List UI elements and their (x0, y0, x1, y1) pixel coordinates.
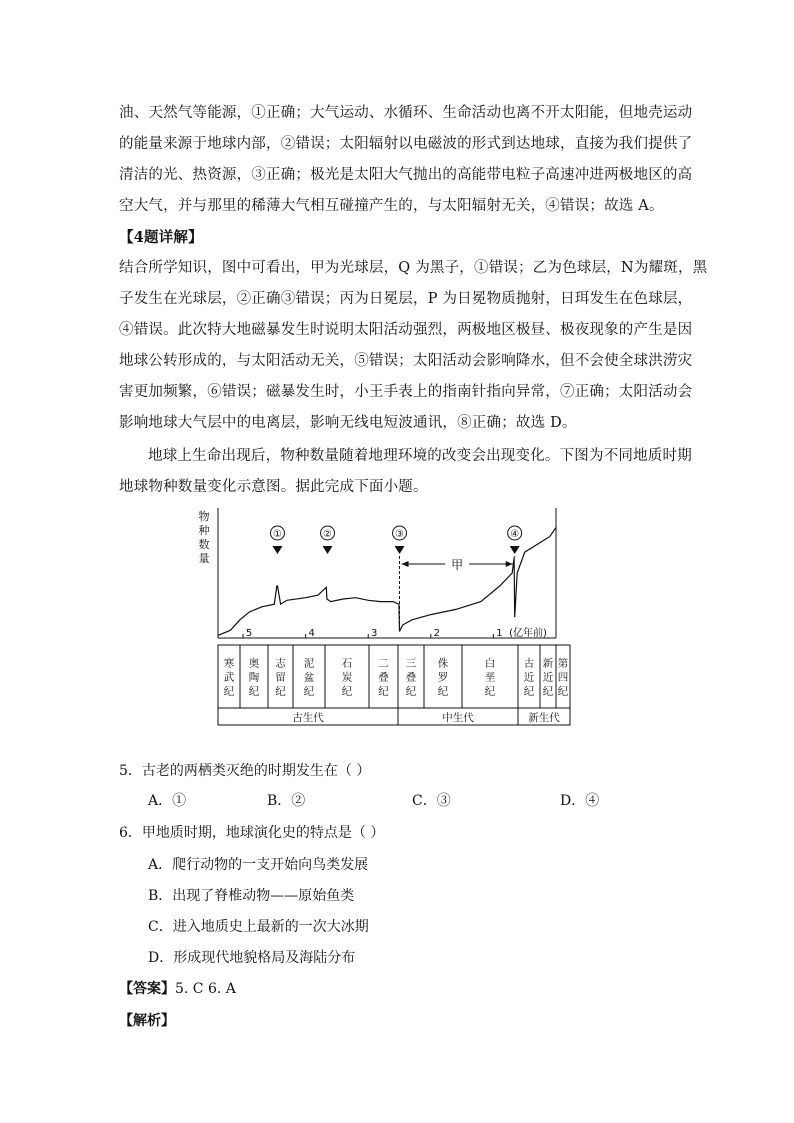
period-label-char: 纪 (523, 685, 535, 698)
period-label-char: 泥 (303, 657, 315, 670)
period-label-char: 纪 (437, 685, 449, 698)
period-label-char: 纪 (484, 685, 496, 698)
x-unit-label: (亿年前) (509, 628, 547, 639)
period-label-char: 炭 (341, 671, 353, 684)
marker-label: ③ (395, 529, 405, 540)
period-label-char: 奥 (248, 657, 260, 670)
y-axis-label-char: 量 (198, 552, 210, 565)
period-label-char: 留 (275, 671, 286, 684)
question-6-option-d[interactable]: D．形成现代地貌格局及海陆分布 (148, 950, 356, 966)
x-tick-label: 5 (245, 628, 253, 639)
text-line: 油、天然气等能源，①正确；大气运动、水循环、生命活动也离不开太阳能，但地壳运动 (119, 105, 693, 121)
question-6-stem: 6．甲地质时期，地球演化史的特点是（ ） (119, 825, 385, 841)
species-chart-svg (198, 508, 578, 733)
period-label-char: 四 (557, 671, 569, 684)
marker-triangle (395, 546, 405, 554)
y-axis-label-char: 数 (198, 538, 210, 551)
span-arrowhead-left (402, 561, 409, 567)
period-label-char: 侏 (437, 657, 449, 670)
text-line: 影响地球大气层中的电离层，影响无线电短波通讯，⑧正确；故选 D。 (119, 415, 577, 431)
period-label-char: 寒 (223, 657, 235, 670)
period-label-char: 叠 (405, 671, 417, 684)
text-line: 子发生在光球层，②正确③错误；丙为日冕层，P 为日冕物质抛射，日珥发生在色球层， (119, 291, 693, 307)
question-6-option-c[interactable]: C．进入地质史上最新的一次大冰期 (148, 919, 369, 935)
period-label-char: 古 (523, 657, 535, 670)
period-label-char: 新 (542, 657, 554, 670)
period-label-char: 陶 (248, 671, 260, 684)
text-line: 地球物种数量变化示意图。据此完成下面小题。 (119, 479, 428, 495)
period-label-char: 纪 (557, 685, 569, 698)
answer-label: 【答案】 (119, 981, 175, 997)
question-5-option-c[interactable]: C．③ (412, 793, 451, 809)
section-heading: 【4题详解】 (119, 229, 203, 246)
answer-text: 5. C 6. A (175, 981, 236, 997)
period-label-char: 近 (523, 671, 535, 684)
period-label-char: 白 (484, 657, 496, 670)
question-5-option-d[interactable]: D．④ (560, 793, 600, 809)
x-tick-label: 3 (371, 628, 378, 639)
text-line: 地球上生命出现后，物种数量随着地理环境的改变会出现变化。下图为不同地质时期 (148, 448, 692, 464)
marker-label: ① (272, 529, 282, 540)
period-label-char: 纪 (542, 685, 554, 698)
x-tick-label: 4 (308, 628, 315, 639)
period-label-char: 纪 (303, 685, 315, 698)
question-5-stem: 5．古老的两栖类灭绝的时期发生在（ ） (119, 763, 371, 779)
period-label-char: 垩 (484, 671, 496, 684)
answer-line (119, 978, 236, 998)
span-label: 甲 (451, 558, 464, 572)
intro-paragraph (119, 441, 692, 503)
period-table (218, 645, 570, 725)
question-5-option-a[interactable]: A．① (148, 793, 187, 809)
period-label-char: 纪 (341, 685, 353, 698)
era-label: 中生代 (442, 712, 474, 724)
period-label-char: 石 (341, 657, 353, 670)
period-label-char: 纪 (378, 685, 389, 698)
period-label-char: 纪 (405, 685, 417, 698)
marker-triangle (510, 546, 520, 554)
period-label-char: 近 (542, 671, 554, 684)
period-label-char: 武 (223, 671, 235, 684)
analysis-heading: 【解析】 (119, 1013, 175, 1029)
x-tick-label: 2 (433, 628, 441, 639)
period-label-char: 纪 (248, 685, 260, 698)
top-paragraph (119, 98, 693, 222)
period-label-char: 志 (275, 657, 286, 670)
marker-triangle (272, 546, 282, 554)
text-line: 空大气，并与那里的稀薄大气相互碰撞产生的，与太阳辐射无关，④错误；故选 A。 (119, 198, 664, 214)
text-line: 的能量来源于地球内部，②错误；太阳辐射以电磁波的形式到达地球，直接为我们提供了 (119, 136, 693, 152)
text-line: 清洁的光、热资源，③正确；极光是太阳大气抛出的高能带电粒子高速冲进两极地区的高 (119, 167, 693, 183)
span-arrowhead-right (506, 561, 513, 567)
x-tick-label: 1 (496, 628, 503, 639)
period-label-char: 盆 (303, 671, 315, 684)
marker-label: ④ (510, 529, 520, 540)
question-5-option-b[interactable]: B．② (267, 793, 306, 809)
text-line: 害更加频繁，⑥错误；磁暴发生时，小王手表上的指南针指向异常，⑦正确；太阳活动会 (119, 384, 693, 400)
question-6-option-b[interactable]: B．出现了脊椎动物——原始鱼类 (148, 888, 355, 904)
era-label: 古生代 (292, 712, 324, 724)
marker-label: ② (323, 529, 333, 540)
question-6-option-a[interactable]: A．爬行动物的一支开始向鸟类发展 (148, 857, 369, 873)
era-label: 新生代 (528, 712, 560, 724)
period-label-char: 第 (557, 657, 569, 670)
text-line: ④错误。此次特大地磁暴发生时说明太阳活动强烈，两极地区极昼、极夜现象的产生是因 (119, 322, 693, 338)
period-label-char: 二 (378, 657, 389, 670)
period-label-char: 叠 (378, 671, 389, 684)
marker-triangle (323, 546, 333, 554)
detail-paragraph (119, 253, 708, 439)
period-label-char: 纪 (275, 685, 286, 698)
y-axis-label-char: 物 (198, 510, 210, 523)
period-label-char: 纪 (223, 685, 235, 698)
species-line (218, 528, 556, 636)
text-line: 地球公转形成的，与太阳活动无关，⑤错误；太阳活动会影响降水，但不会使全球洪涝灾 (119, 353, 693, 369)
species-chart (198, 508, 578, 733)
text-line: 结合所学知识，图中可看出，甲为光球层，Q 为黑子，①错误；乙为色球层，N为耀斑，黑 (119, 260, 708, 276)
period-label-char: 三 (405, 657, 417, 670)
period-label-char: 罗 (437, 671, 449, 684)
y-axis-label-char: 种 (198, 524, 210, 537)
